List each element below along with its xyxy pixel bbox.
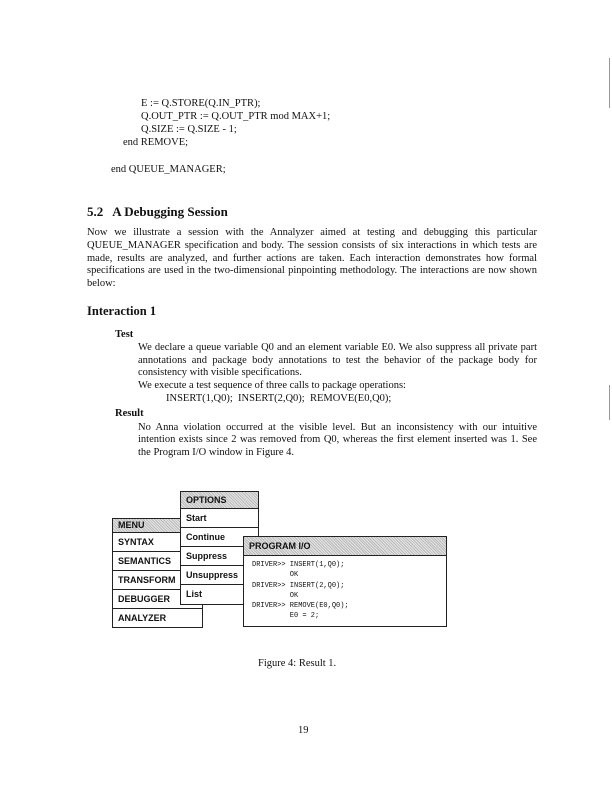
option-label: Unsuppress: [186, 570, 239, 580]
result-label: Result: [115, 407, 144, 419]
program-io-window: [243, 536, 447, 627]
menu-item-label: SYNTAX: [118, 537, 154, 547]
menu-item-label: DEBUGGER: [118, 594, 171, 604]
figure-caption: Figure 4: Result 1.: [258, 658, 337, 669]
option-label: Start: [186, 513, 207, 523]
option-label: Suppress: [186, 551, 228, 561]
margin-mark: [609, 58, 610, 108]
code-line: Q.SIZE := Q.SIZE - 1;: [141, 124, 237, 135]
menu-item-analyzer[interactable]: [113, 609, 202, 628]
io-line: OK: [252, 591, 299, 600]
section-heading: 5.2 A Debugging Session: [87, 204, 228, 219]
menu-item-label: ANALYZER: [118, 613, 167, 623]
io-line: E0 = 2;: [252, 612, 320, 621]
text-column: [87, 204, 537, 460]
option-label: Continue: [186, 532, 225, 542]
test-label: Test: [115, 328, 134, 340]
section-paragraph: Now we illustrate a session with the Annalyzer aimed at testing and debugging this particular QUEUE_MANAGER specification and body. The session consists of six interactions in which tests are made, results are analyzed, and further actions are taken. Each interaction demonstrates how formal specifications are used in the two-dimensional pinpointing methodology. The interactions are now shown below:: [87, 227, 537, 290]
menu-item-label: SEMANTICS: [118, 556, 172, 566]
io-line: OK: [252, 571, 299, 580]
menu-title: MENU: [118, 520, 145, 530]
code-line: end REMOVE;: [123, 137, 189, 148]
margin-mark: [609, 385, 610, 420]
option-label: List: [186, 589, 203, 599]
option-start[interactable]: [181, 509, 258, 528]
code-line: E := Q.STORE(Q.IN_PTR);: [141, 98, 261, 109]
test-paragraph: We declare a queue variable Q0 and an element variable E0. We also suppress all private part annotations and package body annotations to test the behavior of the package body for consistency with visible specifications.: [138, 341, 537, 379]
options-title: OPTIONS: [186, 495, 227, 505]
result-paragraph: No Anna violation occurred at the visible level. But an inconsistency with our intuitive intention exists since 2 was removed from Q0, whereas the first element inserted was 1. See the Program I/O window in Figure 4.: [138, 421, 537, 459]
io-line: DRIVER>> REMOVE(E0,Q0);: [252, 602, 349, 611]
interaction-heading: Interaction 1: [87, 303, 157, 318]
program-io-title: PROGRAM I/O: [249, 541, 311, 551]
test-paragraph-2: We execute a test sequence of three calls to package operations:: [138, 380, 406, 392]
code-line: end QUEUE_MANAGER;: [111, 164, 226, 175]
test-calls: INSERT(1,Q0); INSERT(2,Q0); REMOVE(E0,Q0);: [166, 392, 392, 404]
code-line: Q.OUT_PTR := Q.OUT_PTR mod MAX+1;: [141, 111, 331, 122]
program-io-output: [244, 556, 446, 626]
menu-item-label: TRANSFORM: [118, 575, 176, 585]
io-line: DRIVER>> INSERT(2,Q0);: [252, 581, 345, 590]
io-line: DRIVER>> INSERT(1,Q0);: [252, 561, 345, 569]
page-number: 19: [298, 725, 309, 736]
